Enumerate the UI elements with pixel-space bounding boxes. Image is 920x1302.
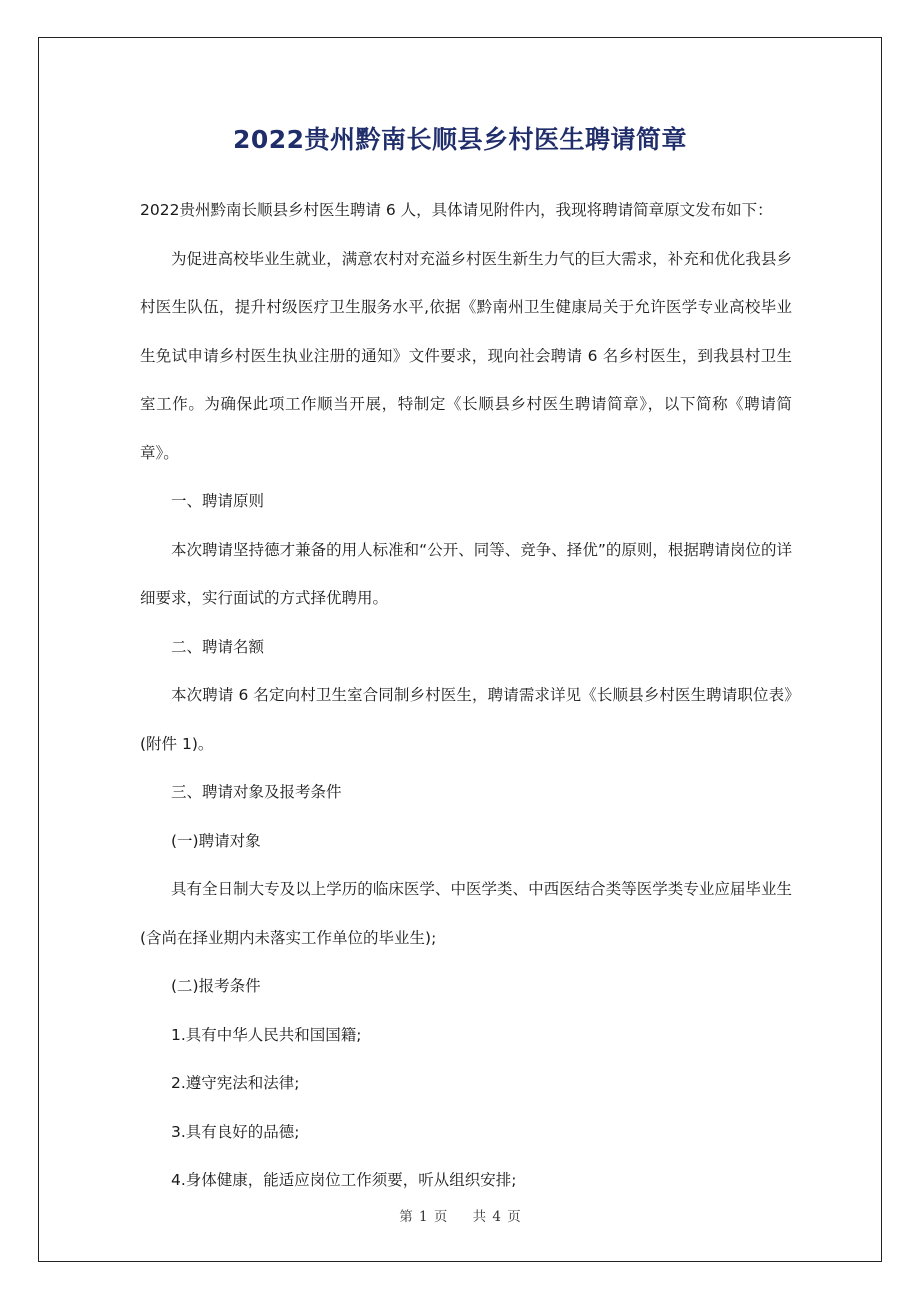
page-total: 共 4 页 — [472, 1209, 521, 1225]
quota-paragraph: 本次聘请 6 名定向村卫生室合同制乡村医生，聘请需求详见《长顺县乡村医生聘请职位表》(附件 1)。 — [140, 686, 792, 753]
page-number: 第 1 页 — [399, 1209, 448, 1225]
section-heading-principles: 一、聘请原则 — [171, 492, 265, 510]
intro-paragraph: 2022贵州黔南长顺县乡村医生聘请 6 人，具体请见附件内，我现将聘请简章原文发布如下： — [140, 201, 773, 219]
condition-item: 3.具有良好的品德; — [171, 1122, 300, 1141]
document-body — [140, 186, 792, 1205]
condition-item: 4.身体健康，能适应岗位工作须要，听从组织安排; — [171, 1171, 517, 1189]
section-heading-eligibility: 三、聘请对象及报考条件 — [171, 783, 342, 801]
purpose-paragraph: 为促进高校毕业生就业，满意农村对充溢乡村医生新生力气的巨大需求，补充和优化我县乡村医生队伍，提升村级医疗卫生服务水平,依据《黔南州卫生健康局关于允许医学专业高校毕业生免试申请乡村医生执业注册的通知》文件要求，现向社会聘请 6 名乡村医生，到我县村卫生室工作。为确保此项工作顺当开展，特制定《长顺县乡村医生聘请简章》，以下简称《聘请简章》。 — [140, 249, 792, 462]
principles-paragraph: 本次聘请坚持德才兼备的用人标准和“公开、同等、竞争、择优”的原则，根据聘请岗位的详细要求，实行面试的方式择优聘用。 — [140, 540, 792, 607]
page-footer — [0, 1205, 920, 1225]
subheading-conditions: (二)报考条件 — [171, 977, 261, 995]
subheading-target: (一)聘请对象 — [171, 831, 261, 850]
condition-item: 1.具有中华人民共和国国籍; — [171, 1025, 362, 1044]
target-paragraph: 具有全日制大专及以上学历的临床医学、中医学类、中西医结合类等医学类专业应届毕业生(含尚在择业期内未落实工作单位的毕业生); — [140, 880, 792, 947]
document-title: 2022贵州黔南长顺县乡村医生聘请简章 — [232, 125, 688, 154]
condition-item: 2.遵守宪法和法律; — [171, 1074, 300, 1092]
section-heading-quota: 二、聘请名额 — [171, 637, 265, 656]
